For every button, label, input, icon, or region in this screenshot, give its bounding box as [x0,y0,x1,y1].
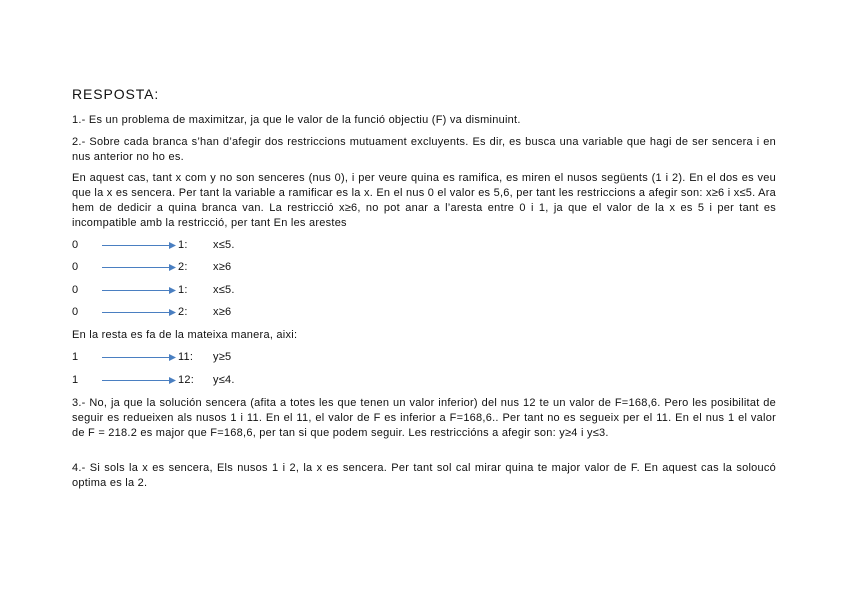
paragraph-4: En la resta es fa de la mateixa manera, aixi: [72,329,298,341]
edge-from: 0 [72,284,79,296]
edge-from: 0 [72,239,79,251]
edge-condition: x≤5. [213,284,235,296]
arrow-right-icon [102,307,176,318]
edge-condition: x≤5. [213,239,235,251]
edge-node: 2: [178,261,188,273]
paragraph-1: 1.- Es un problema de maximitzar, ja que le valor de la funció objectiu (F) va disminuint. [72,114,521,126]
edge-condition: y≤4. [213,374,235,386]
arrow-right-icon [102,352,176,363]
edge-from: 0 [72,261,79,273]
edge-row [72,238,472,253]
edge-row [72,260,472,275]
paragraph-2: 2.- Sobre cada branca s’han d’afegir dos restriccions mutuament excluyents. Es dir, es busca una variable que hagi de ser sencera i en nus anterior no ho es. [72,136,776,163]
edge-condition: x≥6 [213,261,232,273]
edge-node: 1: [178,284,188,296]
arrow-right-icon [102,375,176,386]
edge-node: 12: [178,374,195,386]
paragraph-3: En aquest cas, tant x com y no son senceres (nus 0), i per veure quina es ramifica, es miren el nusos següents (1 i 2). En el dos es veu que la x es sencera. Per tant la variable a ramificar es la x. En el nus 0 el valor es 5,6, per tant les restriccions a afegir son: x≥6 i x≤5. Ara hem de dedicir a quina branca van. La restricció x≥6, no pot anar a l’aresta entre 0 i 1, ja que el valor de la x es 5 i per tant es incompatible amb la restricció, per tant En les arestes [72,172,777,229]
edge-condition: x≥6 [213,306,232,318]
paragraph-6: 4.- Si sols la x es sencera, Els nusos 1 i 2, la x es sencera. Per tant sol cal mirar quina te major valor de F. En aquest cas la soloucó optima es la 2. [72,462,776,489]
edge-node: 2: [178,306,188,318]
edge-row [72,350,472,365]
answer-heading: RESPOSTA: [72,86,160,102]
edge-row [72,305,472,320]
arrow-right-icon [102,285,176,296]
arrow-right-icon [102,262,176,273]
edge-row [72,373,472,388]
edge-node: 11: [178,351,194,363]
paragraph-5: 3.- No, ja que la solución sencera (afita a totes les que tenen un valor inferior) del nus 12 te un valor de F=168,6. Pero les posibilitat de seguir es redueixen als nusos 1 i 11. En el 11, el valor de F es inferior a F=168,6.. Per tant no es segueix per el 11. En el nus 1 el valor de F = 218.2 es major que F=168,6, per tan si que podem seguir. Les restriccións a afegir son: y≥4 i y≤3. [72,397,776,439]
edge-condition: y≥5 [213,351,232,363]
edge-from: 0 [72,306,79,318]
edge-row [72,283,472,298]
edge-from: 1 [72,374,79,386]
edge-node: 1: [178,239,188,251]
arrow-right-icon [102,240,176,251]
edge-from: 1 [72,351,79,363]
